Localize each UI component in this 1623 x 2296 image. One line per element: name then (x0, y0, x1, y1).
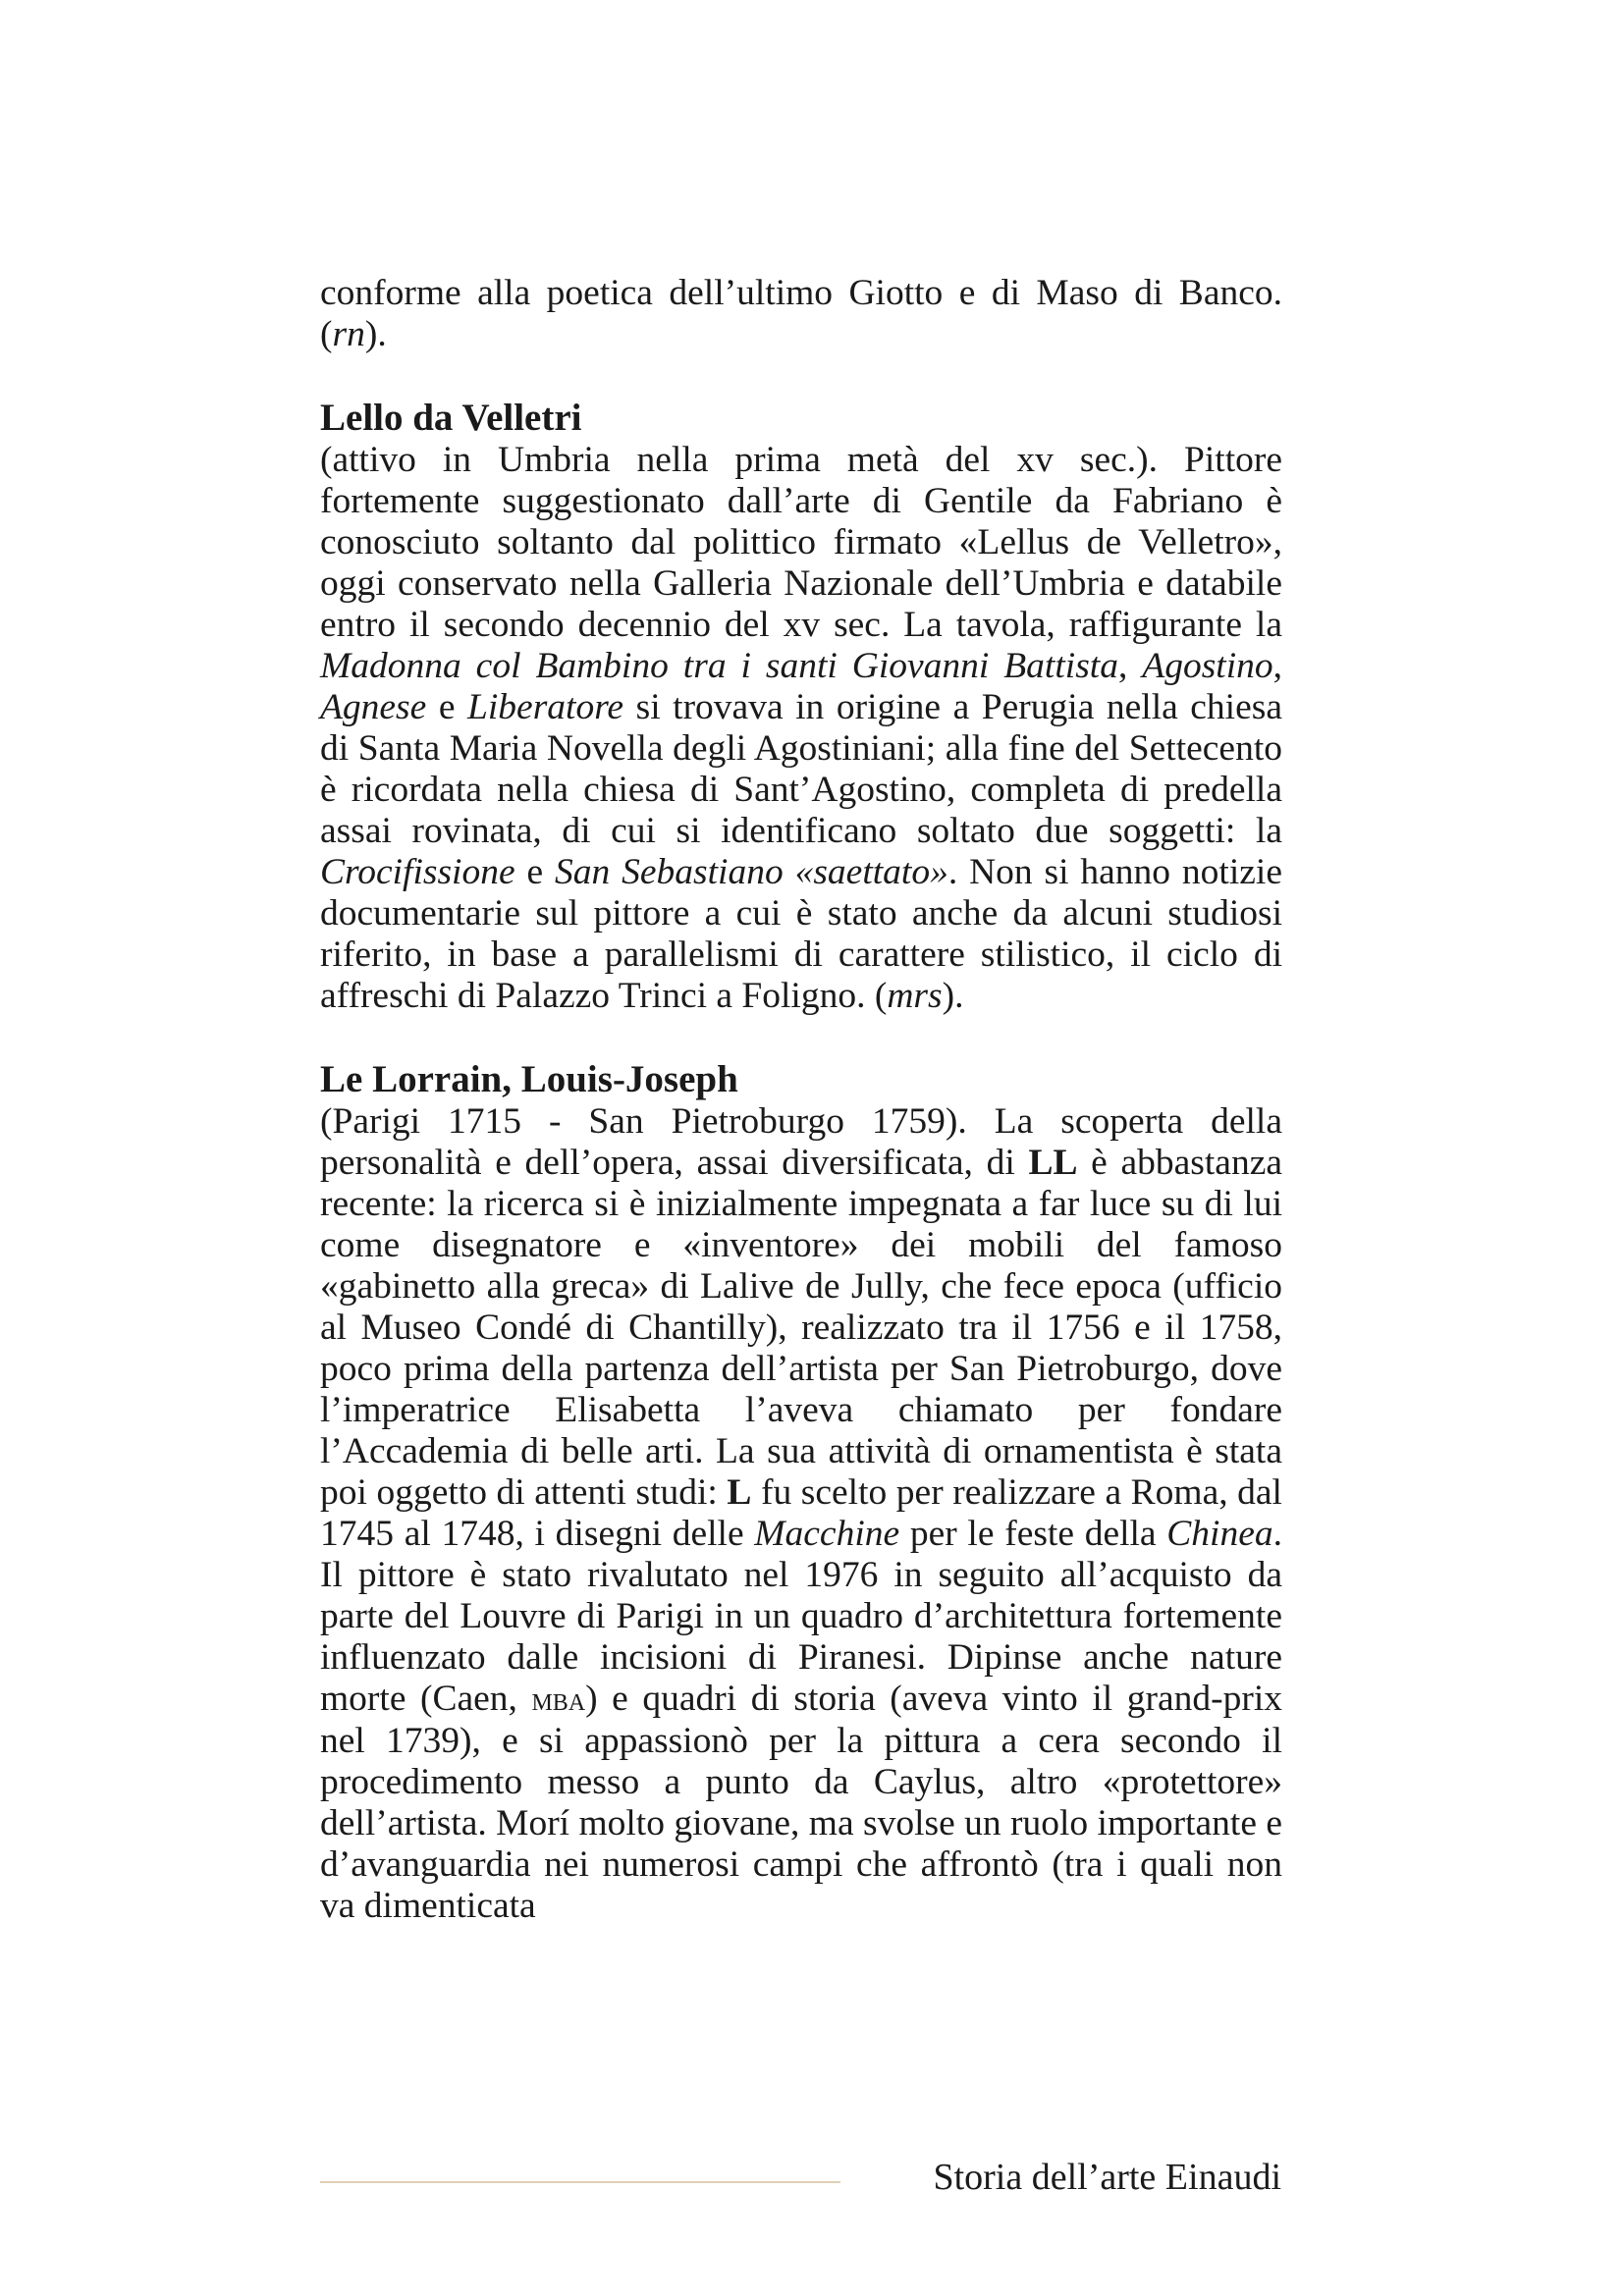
entry-body-lorrain (320, 1101, 1282, 1927)
artwork-title: Chinea (1166, 1514, 1273, 1554)
body-text: è abbastanza recente: la ricerca si è inizialmente impegnata a far luce su di lui come disegnatore e «inventore» dei mobili del famoso «gabinetto alla greca» di Lalive de Jully, che fece epoca (ufficio al Museo Condé di Chantilly), realizzato tra il 1756 e il 1758, poco prima della partenza dell’artista per San Pietroburgo, dove l’imperatrice Elisabetta l’aveva chiamato per fondare l’Accademia di belle arti. La sua attività di ornamentista è stata poi oggetto di attenti studi: (320, 1143, 1282, 1513)
entry-body-lello (320, 440, 1282, 1017)
name-abbreviation: LL (1028, 1143, 1078, 1183)
artwork-title: San Sebastiano «saettato» (555, 852, 948, 892)
body-text: e (426, 687, 468, 727)
body-text: ). (942, 976, 964, 1016)
name-abbreviation: L (727, 1472, 752, 1513)
artwork-title: Liberatore (467, 687, 624, 727)
museum-abbreviation: mba (531, 1682, 586, 1718)
artwork-title: Macchine (754, 1514, 900, 1554)
author-signature: mrs (887, 976, 943, 1016)
page-content (320, 273, 1282, 1927)
body-text: per le feste della (899, 1514, 1167, 1554)
body-text: (attivo in Umbria nella prima metà del xv sec.). Pittore fortemente suggestionato dall’arte di Gentile da Fabriano è conosciuto soltanto dal polittico firmato «Lellus de Velletro», oggi conservato nella Galleria Nazionale dell’Umbria e databile entro il secondo decennio del xv sec. La tavola, raffigurante la (320, 440, 1282, 645)
entry-title-lorrain: Le Lorrain, Louis-Joseph (320, 1058, 738, 1100)
continuation-text: ). (364, 314, 387, 354)
artwork-title: Madonna col Bambino tra i santi Giovanni Battista (320, 646, 1118, 686)
footer-rule (320, 2181, 840, 2183)
footer-publication: Storia dell’arte Einaudi (933, 2157, 1281, 2198)
continuation-paragraph (320, 273, 1282, 355)
entry-title-lello: Lello da Velletri (320, 397, 582, 439)
body-text: ) e quadri di storia (aveva vinto il grand-prix nel 1739), e si appassionò per la pittura a cera secondo il procedimento messo a punto da Caylus, altro «protettore» dell’artista. Morí molto giovane, ma svolse un ruolo importante e d’avanguardia nei numerosi campi che affrontò (tra i quali non va dimenticata (320, 1679, 1282, 1926)
body-text: e (514, 852, 556, 892)
artwork-title: Agostino (1142, 646, 1273, 686)
body-text: . Non si hanno notizie documentarie sul pittore a cui è stato anche da alcuni studiosi riferito, in base a parallelismi di carattere stilistico, il ciclo di affreschi di Palazzo Trinci a Foligno. ( (320, 852, 1282, 1016)
body-text: , (1272, 646, 1282, 686)
author-signature: rn (332, 314, 365, 354)
artwork-title: Agnese (320, 687, 427, 727)
body-text: si trovava in origine a Perugia nella chiesa di Santa Maria Novella degli Agostiniani; alla fine del Settecento è ricordata nella chiesa di Sant’Agostino, completa di predella assai rovinata, di cui si identificano soltato due soggetti: la (320, 687, 1282, 851)
body-text: fu scelto per realizzare a Roma, dal 1745 al 1748, i disegni delle (320, 1472, 1282, 1554)
body-text: . Il pittore è stato rivalutato nel 1976 in seguito all’acquisto da parte del Louvre di Parigi in un quadro d’architettura fortemente influenzato dalle incisioni di Piranesi. Dipinse anche nature morte (Caen, (320, 1514, 1282, 1719)
continuation-text: conforme alla poetica dell’ultimo Giotto e di Maso di Banco. ( (320, 273, 1282, 354)
body-text: , (1117, 646, 1143, 686)
artwork-title: Crocifissione (320, 852, 515, 892)
body-text: (Parigi 1715 - San Pietroburgo 1759). La scoperta della personalità e dell’opera, assai diversificata, di (320, 1101, 1282, 1183)
